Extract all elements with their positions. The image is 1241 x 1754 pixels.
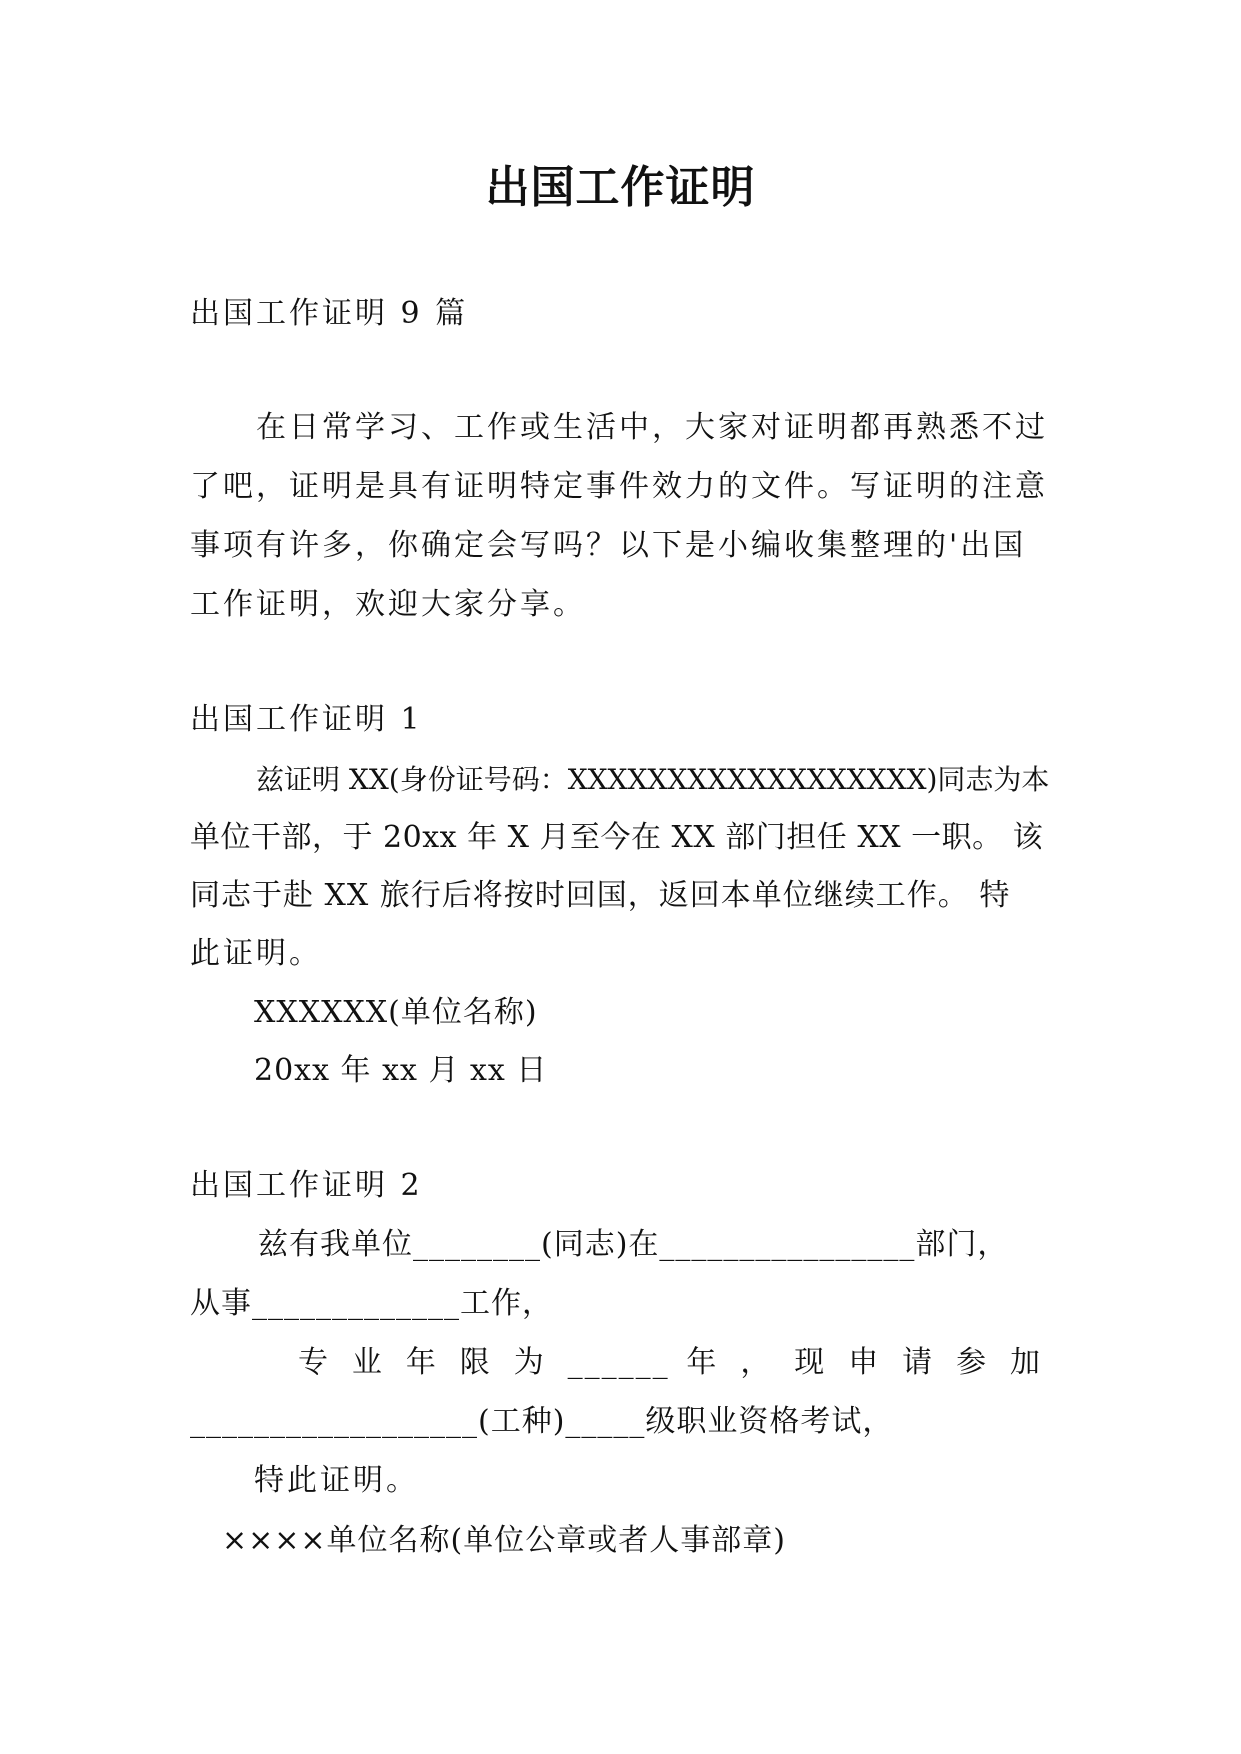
section1-line: 同志于赴 XX 旅行后将按时回国，返回本单位继续工作。 特 [190, 878, 1011, 913]
section2-line: 专 业 年 限 为 ______ 年 ， 现 申 请 参 加 [298, 1345, 1042, 1380]
section2-line: ××××单位名称(单位公章或者人事部章) [222, 1523, 786, 1558]
section2-line: 特此证明。 [254, 1463, 419, 1498]
intro-line: 工作证明，欢迎大家分享。 [190, 587, 586, 622]
section1-line: 单位干部，于 20xx 年 X 月至今在 XX 部门担任 XX 一职。 该 [190, 820, 1044, 855]
intro-line: 事项有许多，你确定会写吗？以下是小编收集整理的'出国 [190, 528, 1027, 563]
section1-org: XXXXXX(单位名称) [254, 995, 538, 1030]
section1-line: 兹证明 XX(身份证号码：XXXXXXXXXXXXXXXXXX)同志为本 [256, 763, 1050, 796]
intro-line: 在日常学习、工作或生活中，大家对证明都再熟悉不过 [256, 410, 1048, 445]
section1-heading: 出国工作证明 1 [190, 702, 423, 737]
section2-line: 从事_____________工作， [190, 1286, 553, 1321]
section1-date: 20xx 年 xx 月 xx 日 [254, 1053, 548, 1088]
document-subtitle: 出国工作证明 9 篇 [190, 296, 469, 331]
intro-line: 了吧，证明是具有证明特定事件效力的文件。写证明的注意 [190, 469, 1048, 504]
section2-line: 兹有我单位________(同志)在________________部门， [258, 1227, 1009, 1262]
document-title: 出国工作证明 [485, 162, 756, 213]
section2-line: __________________(工种)_____级职业资格考试， [190, 1404, 894, 1439]
section2-heading: 出国工作证明 2 [190, 1168, 423, 1203]
section1-line: 此证明。 [190, 936, 322, 971]
